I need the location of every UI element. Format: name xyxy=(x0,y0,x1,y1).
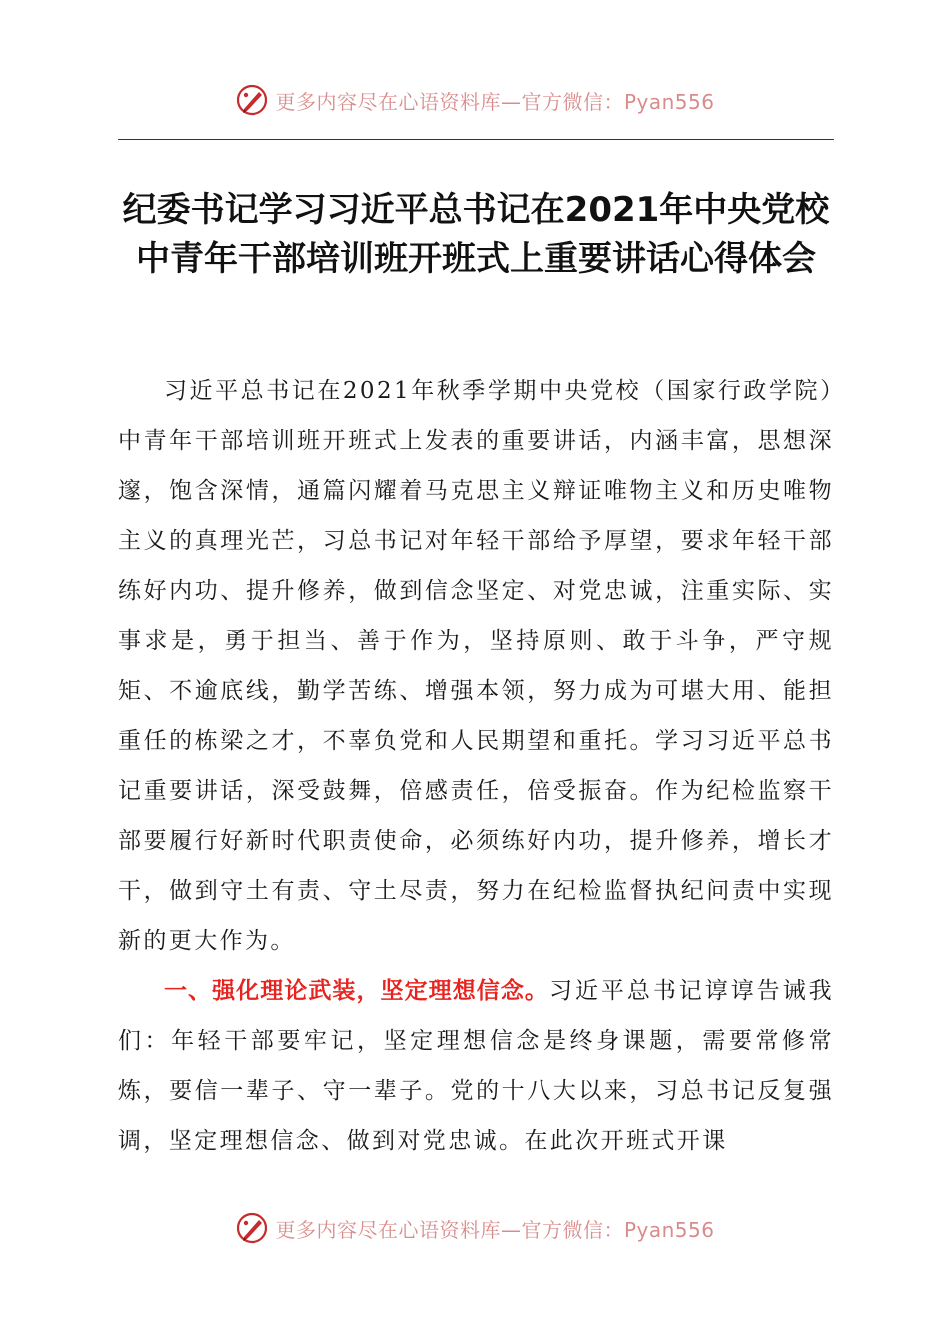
section-1-heading: 一、强化理论武装，坚定理想信念。 xyxy=(164,978,549,1004)
watermark-text: 更多内容尽在心语资料库—官方微信：Pyan556 xyxy=(275,89,715,114)
section-1-text: 习近平总书记谆谆告诫我们：年轻干部要牢记，坚定理想信念是终身课题，需要常修常炼，要信一辈子、守一辈子。党的十八大以来，习总书记反复强调，坚定理想信念、做到对党忠诚。在此次开班式开课 xyxy=(118,978,834,1154)
document-body xyxy=(118,366,834,1166)
intro-paragraph: 习近平总书记在2021年秋季学期中央党校（国家行政学院）中青年干部培训班开班式上发表的重要讲话，内涵丰富，思想深邃，饱含深情，通篇闪耀着马克思主义辩证唯物主义和历史唯物主义的真理光芒，习总书记对年轻干部给予厚望，要求年轻干部练好内功、提升修养，做到信念坚定、对党忠诚，注重实际、实事求是，勇于担当、善于作为，坚持原则、敢于斗争，严守规矩、不逾底线，勤学苦练、增强本领，努力成为可堪大用、能担重任的栋梁之才，不辜负党和人民期望和重托。学习习近平总书记重要讲话，深受鼓舞，倍感责任，倍受振奋。作为纪检监察干部要履行好新时代职责使命，必须练好内功，提升修养，增长才干，做到守土有责、守土尽责，努力在纪检监督执纪问责中实现新的更大作为。 xyxy=(118,378,834,954)
document-title: 纪委书记学习习近平总书记在2021年中央党校中青年干部培训班开班式上重要讲话心得体会 xyxy=(122,190,830,279)
footer-watermark xyxy=(0,1208,950,1248)
section-1-paragraph xyxy=(118,966,834,1166)
pen-logo-icon xyxy=(235,1211,269,1245)
header-divider xyxy=(118,139,834,140)
header-watermark xyxy=(0,80,950,120)
watermark-text: 更多内容尽在心语资料库—官方微信：Pyan556 xyxy=(275,1217,715,1242)
pen-logo-icon xyxy=(235,83,269,117)
